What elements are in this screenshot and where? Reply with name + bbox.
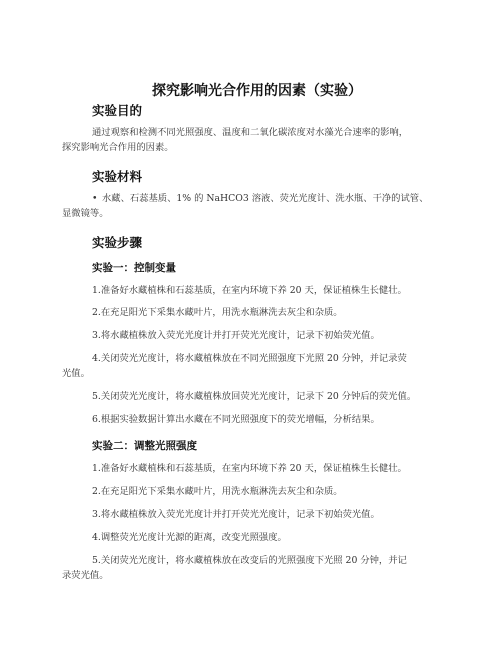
exp1-step-6: 6.根据实验数据计算出水藏在不同光照强度下的荧光增幅，分析结果。 <box>92 414 380 425</box>
materials-heading: 实验材料 <box>92 169 143 184</box>
exp2-heading: 实验二：调整光照强度 <box>92 440 197 452</box>
materials-line-2: 显微镜等。 <box>62 208 109 219</box>
exp2-step-5: 5.关闭荧光光度计，将水藏植株放在改变后的光照强度下光照 20 分钟，并记 <box>92 555 407 566</box>
purpose-line-2: 探究影响光合作用的因素。 <box>62 142 174 153</box>
exp2-step-4: 4.调整荧光光度计光源的距离，改变光照强度。 <box>92 532 287 543</box>
exp2-step-5-cont: 录荧光值。 <box>62 570 109 581</box>
materials-bullet: • <box>92 193 98 204</box>
exp2-step-2: 2.在充足阳光下采集水藏叶片，用洗水瓶淋洗去灰尘和杂质。 <box>92 486 343 497</box>
exp1-step-3: 3.将水藏植株放入荧光光度计并打开荧光光度计，记录下初始荧光值。 <box>92 330 380 341</box>
document-title: 探究影响光合作用的因素（实验） <box>152 83 362 99</box>
purpose-line-1: 通过观察和检测不同光照强度、温度和二氧化碳浓度对水藻光合速率的影响， <box>92 127 409 138</box>
exp2-step-3: 3.将水藏植株放入荧光光度计并打开荧光光度计，记录下初始荧光值。 <box>92 509 380 520</box>
purpose-heading: 实验目的 <box>92 103 143 118</box>
exp2-step-1: 1.准备好水藏植株和石蕊基质，在室内环境下养 20 天，保证植株生长健壮。 <box>92 463 407 474</box>
exp1-step-1: 1.准备好水藏植株和石蕊基质，在室内环境下养 20 天，保证植株生长健壮。 <box>92 285 407 296</box>
steps-heading: 实验步骤 <box>92 235 143 250</box>
exp1-step-4: 4.关闭荧光光度计，将水藏植株放在不同光照强度下光照 20 分钟，并记录荧 <box>92 353 407 364</box>
materials-line-1: 水藏、石蕊基质、1% 的 NaHCO3 溶液、荧光光度计、洗水瓶、干净的试管、 <box>102 193 429 204</box>
exp1-step-5: 5.关闭荧光光度计，将水藏植株放回荧光光度计，记录下 20 分钟后的荧光值。 <box>92 391 417 402</box>
exp1-heading: 实验一：控制变量 <box>92 262 176 274</box>
exp1-step-4-cont: 光值。 <box>62 368 90 379</box>
exp1-step-2: 2.在充足阳光下采集水藏叶片，用洗水瓶淋洗去灰尘和杂质。 <box>92 307 343 318</box>
